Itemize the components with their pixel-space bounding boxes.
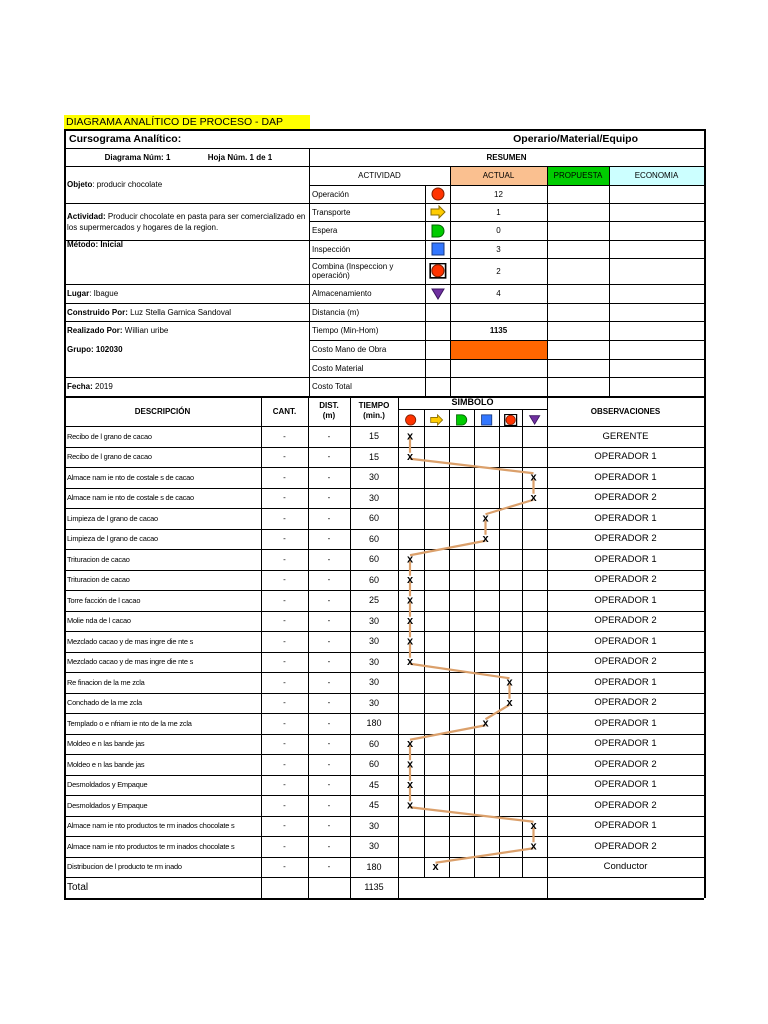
row-cant: - bbox=[283, 575, 286, 585]
operario-label: Operario/Material/Equipo bbox=[513, 132, 638, 145]
total-label: Total bbox=[67, 881, 89, 893]
row-cant: - bbox=[283, 534, 286, 544]
row-time: 30 bbox=[368, 636, 379, 647]
row-cant: - bbox=[283, 718, 286, 728]
row-desc: Trituracion de cacao bbox=[67, 575, 130, 585]
row-desc: Distribucion de l producto te rm inado bbox=[67, 862, 182, 872]
summary-label: Costo Mano de Obra bbox=[312, 345, 387, 354]
row-obs: OPERADOR 2 bbox=[594, 758, 657, 770]
row-dist: - bbox=[327, 513, 331, 523]
row-dist: - bbox=[327, 431, 331, 441]
row-dist: - bbox=[327, 739, 331, 749]
summary-label: Inspección bbox=[312, 244, 351, 254]
fecha-part: Fecha: bbox=[67, 382, 93, 391]
row-desc: Almace nam ie nto de costale s de cacao bbox=[67, 493, 194, 503]
summary-label: Espera bbox=[312, 226, 338, 235]
resumen-label: RESUMEN bbox=[486, 152, 527, 162]
page-title: DIAGRAMA ANALÍTICO DE PROCESO - DAP bbox=[64, 115, 310, 129]
row-desc: Torre facción de l cacao bbox=[67, 595, 141, 605]
row-desc: Moldeo e n las bande jas bbox=[67, 739, 145, 749]
row-time: 60 bbox=[368, 738, 379, 749]
row-dist: - bbox=[327, 493, 331, 503]
row-cant: - bbox=[283, 739, 286, 749]
row-time: 30 bbox=[368, 841, 379, 852]
row-dist: - bbox=[327, 821, 331, 831]
row-obs: Conductor bbox=[603, 861, 648, 873]
row-obs: OPERADOR 1 bbox=[594, 676, 657, 688]
row-cant: - bbox=[283, 677, 286, 687]
row-dist: - bbox=[327, 780, 331, 790]
row-desc: Trituracion de cacao bbox=[67, 554, 130, 564]
flow-line-segment bbox=[410, 725, 486, 740]
row-obs: OPERADOR 1 bbox=[594, 594, 657, 606]
row-desc: Re finacion de la me zcla bbox=[67, 677, 145, 687]
row-obs: OPERADOR 1 bbox=[594, 451, 657, 463]
summary-value-0: 12 bbox=[494, 189, 503, 199]
summary-label: Transporte bbox=[312, 207, 351, 217]
symbol-mark: x bbox=[406, 635, 414, 648]
th-observaciones: OBSERVACIONES bbox=[590, 406, 661, 416]
row-time: 60 bbox=[368, 574, 379, 585]
col-economia: ECONOMIA bbox=[634, 171, 679, 180]
row-dist: - bbox=[327, 554, 331, 564]
row-time: 60 bbox=[368, 759, 379, 770]
row-cant: - bbox=[283, 821, 286, 831]
row-dist: - bbox=[327, 616, 331, 626]
row-obs: OPERADOR 2 bbox=[594, 615, 657, 627]
row-dist: - bbox=[327, 534, 331, 544]
objeto-part: : producir chocolate bbox=[92, 180, 163, 189]
construido-part: Construido Por: bbox=[67, 307, 128, 317]
hoja-num: Hoja Núm. 1 de 1 bbox=[207, 152, 273, 162]
row-time: 30 bbox=[368, 820, 379, 831]
row-obs: OPERADOR 2 bbox=[594, 656, 657, 668]
row-cant: - bbox=[283, 513, 286, 523]
symbol-mark: x bbox=[506, 676, 513, 689]
row-desc: Desmoldados y Empaque bbox=[67, 780, 148, 790]
row-time: 60 bbox=[368, 513, 379, 524]
row-desc: Moldeo e n las bande jas bbox=[67, 759, 145, 769]
row-time: 45 bbox=[368, 800, 379, 811]
row-obs: OPERADOR 1 bbox=[594, 820, 657, 832]
row-dist: - bbox=[327, 595, 331, 605]
row-dist: - bbox=[327, 575, 331, 585]
actividad-part: Actividad: bbox=[67, 211, 106, 221]
row-time: 180 bbox=[366, 718, 382, 729]
lugar-part: : Ibague bbox=[89, 289, 119, 298]
actividad-part: Producir chocolate en pasta para ser comercializado en bbox=[105, 211, 306, 221]
actividad-part: los supermercados y hogares de la region. bbox=[67, 222, 219, 232]
row-desc: Recibo de l grano de cacao bbox=[67, 452, 152, 462]
row-desc: Almace nam ie nto productos te rm inados chocolate s bbox=[67, 821, 235, 831]
symbol-mark: x bbox=[432, 860, 439, 873]
th-simbolo: SIMBOLO bbox=[451, 396, 494, 407]
flow-line-segment bbox=[410, 541, 486, 556]
flow-line-segment bbox=[410, 459, 534, 474]
row-cant: - bbox=[283, 862, 286, 872]
row-time: 30 bbox=[368, 615, 379, 626]
row-dist: - bbox=[327, 657, 331, 667]
row-cant: - bbox=[283, 452, 286, 462]
summary-label: operación) bbox=[312, 271, 350, 280]
summary-label: Tiempo (Min-Hom) bbox=[312, 326, 379, 335]
row-time: 60 bbox=[368, 533, 379, 544]
row-desc: Desmoldados y Empaque bbox=[67, 800, 148, 810]
symbol-mark: x bbox=[406, 799, 414, 812]
row-obs: OPERADOR 1 bbox=[594, 471, 657, 483]
row-cant: - bbox=[283, 616, 286, 626]
row-cant: - bbox=[283, 800, 286, 810]
row-dist: - bbox=[327, 718, 331, 728]
row-desc: Mezclado cacao y de mas ingre die nte s bbox=[67, 657, 194, 667]
row-cant: - bbox=[283, 554, 286, 564]
row-cant: - bbox=[283, 759, 286, 769]
symbol-mark: x bbox=[506, 696, 513, 709]
row-time: 15 bbox=[368, 431, 379, 442]
symbol-mark: x bbox=[482, 512, 489, 525]
row-desc: Conchado de la me zcla bbox=[67, 698, 142, 708]
row-obs: OPERADOR 1 bbox=[594, 512, 657, 524]
row-obs: GERENTE bbox=[602, 430, 649, 442]
row-time: 30 bbox=[368, 492, 379, 503]
summary-value-4: 2 bbox=[496, 266, 501, 276]
row-time: 15 bbox=[368, 451, 379, 462]
symbol-mark: x bbox=[406, 553, 414, 566]
row-dist: - bbox=[327, 800, 331, 810]
col-actual: ACTUAL bbox=[482, 171, 515, 180]
summary-value-3: 3 bbox=[496, 244, 501, 254]
row-dist: - bbox=[327, 636, 331, 646]
row-obs: OPERADOR 2 bbox=[594, 574, 657, 586]
row-time: 30 bbox=[368, 656, 379, 667]
th-descripcion: DESCRIPCIÓN bbox=[134, 406, 191, 416]
row-time: 30 bbox=[368, 472, 379, 483]
symbol-mark: x bbox=[482, 532, 489, 545]
row-desc: Limpieza de l grano de cacao bbox=[67, 513, 158, 523]
summary-label: Almacenamiento bbox=[312, 289, 372, 298]
row-time: 180 bbox=[366, 861, 382, 872]
row-obs: OPERADOR 1 bbox=[594, 738, 657, 750]
symbol-mark: x bbox=[406, 778, 414, 791]
realizado-part: Willian uribe bbox=[122, 326, 169, 335]
total-time: 1135 bbox=[364, 882, 384, 893]
row-time: 45 bbox=[368, 779, 379, 790]
th-cant: CANT. bbox=[272, 406, 297, 416]
th-dist-line: DIST. bbox=[319, 401, 339, 410]
row-dist: - bbox=[327, 472, 331, 482]
summary-value-1: 1 bbox=[496, 207, 501, 217]
row-cant: - bbox=[283, 493, 286, 503]
symbol-mark: x bbox=[482, 717, 489, 730]
flow-line-segment bbox=[486, 500, 534, 515]
symbol-mark: x bbox=[406, 655, 414, 668]
summary-value-5: 4 bbox=[496, 289, 501, 298]
flow-line-segment bbox=[436, 848, 534, 863]
summary-label: Costo Total bbox=[312, 382, 352, 391]
row-obs: OPERADOR 1 bbox=[594, 635, 657, 647]
row-obs: OPERADOR 1 bbox=[594, 779, 657, 791]
symbol-mark: x bbox=[406, 594, 414, 607]
col-actividad: ACTIVIDAD bbox=[358, 171, 401, 180]
symbol-mark: x bbox=[406, 737, 414, 750]
row-desc: Mezclado cacao y de mas ingre die nte s bbox=[67, 636, 194, 646]
symbol-mark: x bbox=[406, 573, 414, 586]
row-cant: - bbox=[283, 698, 286, 708]
lugar-part: Lugar bbox=[67, 289, 90, 298]
row-cant: - bbox=[283, 636, 286, 646]
row-time: 25 bbox=[368, 595, 379, 606]
realizado-part: Realizado Por: bbox=[67, 326, 123, 335]
row-dist: - bbox=[327, 698, 331, 708]
row-cant: - bbox=[283, 595, 286, 605]
row-desc: Almace nam ie nto productos te rm inados chocolate s bbox=[67, 841, 235, 851]
row-desc: Templado o e nfriam ie nto de la me zcla bbox=[67, 718, 192, 728]
summary-label: Costo Material bbox=[312, 363, 364, 373]
symbol-mark: x bbox=[406, 614, 414, 627]
row-time: 30 bbox=[368, 697, 379, 708]
th-tiempo-line: (min.) bbox=[363, 411, 385, 420]
row-cant: - bbox=[283, 841, 286, 851]
flow-line-segment bbox=[410, 664, 510, 679]
cursograma-label: Cursograma Analítico: bbox=[69, 132, 182, 145]
row-desc: Molie nda de l cacao bbox=[67, 616, 131, 626]
row-obs: OPERADOR 2 bbox=[594, 799, 657, 811]
row-time: 60 bbox=[368, 554, 379, 565]
symbol-mark: x bbox=[406, 758, 414, 771]
summary-value-2: 0 bbox=[496, 226, 501, 235]
row-desc: Almace nam ie nto de costale s de cacao bbox=[67, 472, 194, 482]
summary-label: Combina (Inspeccion y bbox=[312, 262, 394, 271]
grupo-part: Grupo: 102030 bbox=[67, 345, 123, 354]
row-dist: - bbox=[327, 862, 331, 872]
symbol-mark: x bbox=[530, 840, 537, 853]
row-dist: - bbox=[327, 677, 331, 687]
construido-part: Luz Stella Garnica Sandoval bbox=[127, 307, 232, 317]
row-cant: - bbox=[283, 780, 286, 790]
row-obs: OPERADOR 2 bbox=[594, 840, 657, 852]
symbol-mark: x bbox=[530, 471, 537, 484]
row-cant: - bbox=[283, 657, 286, 667]
row-dist: - bbox=[327, 759, 331, 769]
row-desc: Limpieza de l grano de cacao bbox=[67, 534, 158, 544]
row-obs: OPERADOR 2 bbox=[594, 697, 657, 709]
row-obs: OPERADOR 2 bbox=[594, 492, 657, 504]
row-time: 30 bbox=[368, 677, 379, 688]
th-dist-line: (m) bbox=[322, 411, 336, 420]
row-desc: Recibo de l grano de cacao bbox=[67, 431, 152, 441]
diagrama-num: Diagrama Núm: 1 bbox=[104, 152, 171, 162]
objeto-part: Objeto bbox=[67, 180, 93, 189]
col-propuesta: PROPUESTA bbox=[553, 171, 603, 180]
metodo-part: Método: Inicial bbox=[67, 240, 123, 249]
summary-value-7: 1135 bbox=[489, 326, 508, 335]
symbol-mark: x bbox=[406, 430, 414, 443]
summary-label: Distancia (m) bbox=[312, 307, 360, 317]
symbol-mark: x bbox=[530, 819, 537, 832]
row-dist: - bbox=[327, 452, 331, 462]
symbol-mark: x bbox=[406, 450, 414, 463]
th-tiempo-line: TIEMPO bbox=[358, 401, 390, 410]
row-dist: - bbox=[327, 841, 331, 851]
row-cant: - bbox=[283, 431, 286, 441]
summary-label: Operación bbox=[312, 189, 349, 199]
row-obs: OPERADOR 1 bbox=[594, 717, 657, 729]
row-obs: OPERADOR 2 bbox=[594, 533, 657, 545]
row-obs: OPERADOR 1 bbox=[594, 553, 657, 565]
fecha-part: 2019 bbox=[92, 382, 113, 391]
row-cant: - bbox=[283, 472, 286, 482]
flow-line-segment bbox=[410, 807, 534, 822]
symbol-mark: x bbox=[530, 491, 537, 504]
